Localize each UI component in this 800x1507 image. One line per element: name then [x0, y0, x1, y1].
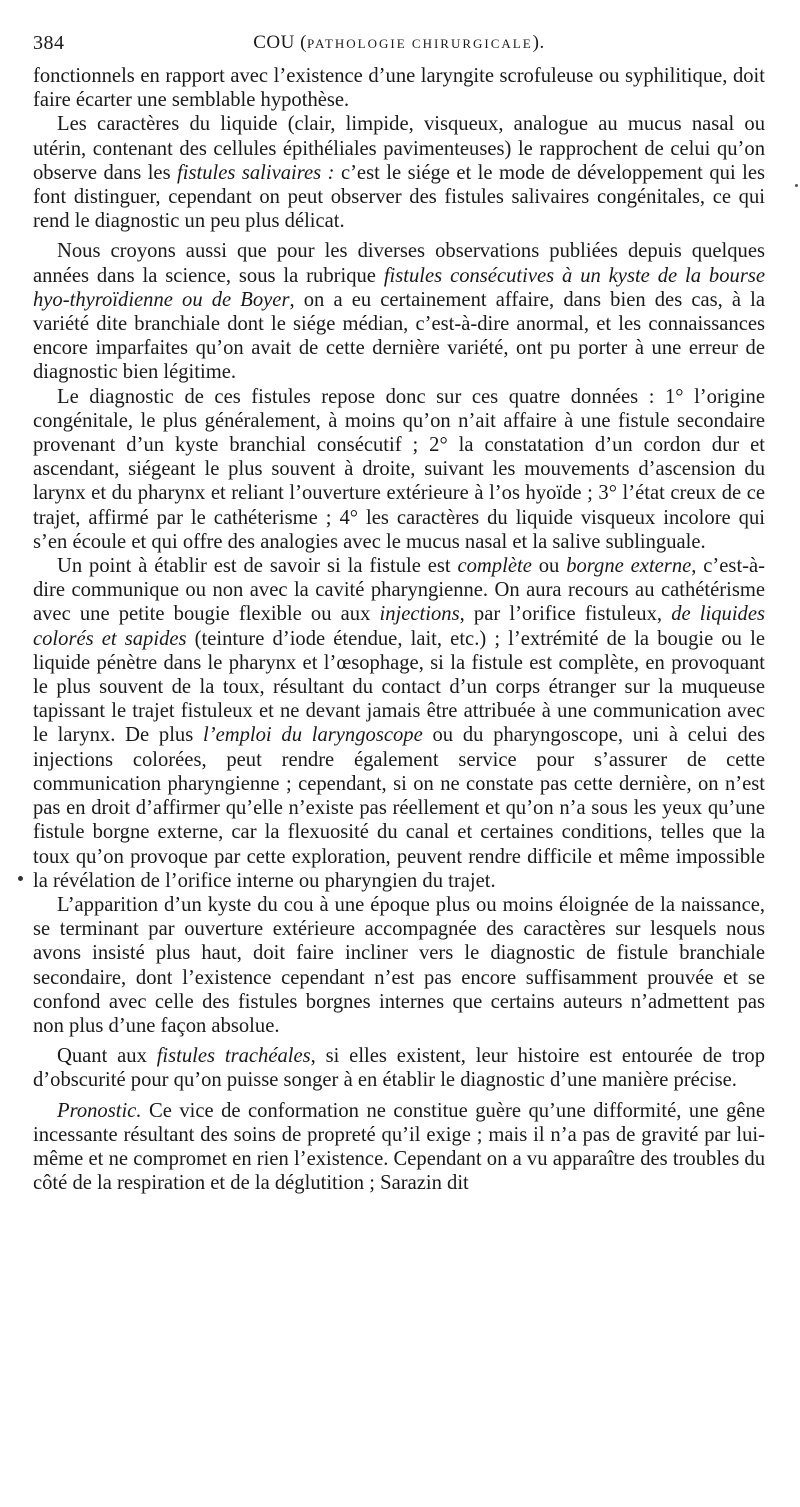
italic-run: l’emploi du laryngoscope [203, 724, 423, 747]
italic-run: injections [379, 603, 460, 626]
italic-run: borgne externe [566, 555, 692, 578]
paragraph-complete-or-blind [33, 554, 765, 893]
text-run: Nous croyons aussi que pour les diverses observations publiées depuis quelques années dans la science, sous la rubrique [33, 240, 765, 287]
text-run: , c’est-à-dire communique ou non avec la cavité pharyngienne. On aura recours au cathétérisme avec une petite bougie flexible ou aux [33, 555, 766, 626]
text-run: ou du pharyngoscope, uni à celui des injections colorées, peut rendre également service pour s’assurer de cette communication pharyngienne ; cependant, si on ne constate pas cette dernière, on n’est pas en droit d’affirmer qu’elle n’existe pas réellement et qu’on n’a sous les yeux qu’une fistule borgne externe, car la flexuosité du canal et certaines conditions, telles que la toux qu’on provoque par cette exploration, peuvent rendre difficile et même impossible la révélation de l’orifice interne ou pharyngien du trajet. [33, 724, 765, 892]
text-run: (teinture d’iode étendue, lait, etc.) ; l’extrémité de la bougie ou le liquide pénètre dans le pharynx et l’œsophage, si la fistule est complète, en provoquant le plus souvent de la toux, résultant du contact d’un corps étranger sur la muqueuse tapissant le trajet fistuleux et ne devant jamais être attribuée à une communication avec le larynx. De plus [33, 627, 765, 747]
margin-mark-right [795, 184, 798, 187]
running-head-main: COU [253, 32, 295, 53]
document-page [33, 30, 765, 1195]
body-text [33, 64, 765, 1195]
text-run: Le diagnostic de ces fistules repose donc sur ces quatre données : 1° l’origine congénitale, le plus généralement, à moins qu’on n’ait affaire à une fistule secondaire provenant d’un kyste branchial consécutif ; 2° la constatation d’un cordon dur et ascendant, siégeant le plus souvent à droite, suivant les mouvements d’ascension du larynx et du pharynx et reliant l’ouverture extérieure à l’os hyoïde ; 3° l’état creux de ce trajet, affirmé par le cathéterisme ; 4° les caractères du liquide visqueux incolore qui s’en écoule et qui offre des analogies avec le mucus nasal et la salive sublinguale. [33, 385, 765, 553]
text-run: , on a eu certainement affaire, dans bien des cas, à la variété dite branchiale dont le siége médian, c’est-à-dire anormal, et les connaissances encore imparfaites qu’on avait de cette dernière variété, ont pu porter à une erreur de diagnostic bien légitime. [33, 288, 765, 384]
page-header [33, 30, 765, 60]
text-run: c’est le siége et le mode de développement qui les font distinguer, cependant on peut observer des fistules salivaires congénitales, ce qui rend le diagnostic un peu plus délicat. [33, 161, 765, 233]
text-run: ou [531, 555, 567, 578]
text-run: , si elles existent, leur histoire est entourée de trop d’obscurité pour qu’on puisse songer à en établir le diagnostic d’une manière précise. [33, 1045, 765, 1092]
text-run: Ce vice de conformation ne constitue guère qu’une difformité, une gêne incessante résultant des soins de propreté qu’il exige ; mais il n’a pas de gravité par lui-même et ne compromet en rien l’existence. Cependant on a vu apparaître des troubles du côté de la respiration et de la déglutition ; Sarazin dit [33, 1099, 765, 1195]
italic-run: Pronostic. [57, 1099, 142, 1122]
paragraph-continuation [33, 64, 765, 112]
italic-run: de liquides colorés et sapides [33, 603, 766, 650]
text-run: Quant aux [57, 1045, 157, 1068]
paragraph-salivary-fistulas [33, 112, 765, 233]
italic-run: fistules trachéales [156, 1045, 311, 1068]
text-run: Les caractères du liquide (clair, limpide, visqueux, analogue au mucus nasal ou utérin, contenant des cellules épithéliales pavimenteuses) le rapprochent de celui qu’on observe dans les [33, 113, 765, 184]
text-run: Un point à établir est de savoir si la fistule est [57, 555, 458, 578]
margin-mark [18, 876, 23, 881]
running-head-open: ( [294, 32, 307, 53]
text-run: fonctionnels en rapport avec l’existence d’une laryngite scrofuleuse ou syphilitique, doit faire écarter une semblable hypothèse. [33, 65, 765, 112]
italic-run: fistules consécutives à un kyste de la bourse hyo-thyroïdienne ou de Boyer [33, 264, 765, 311]
page-number: 384 [33, 32, 65, 54]
text-run: L’apparition d’un kyste du cou à une époque plus ou moins éloignée de la naissance, se terminant par ouverture extérieure accompagnée des caractères sur lesquels nous avons insisté plus haut, doit faire incliner vers le diagnostic de fistule branchiale secondaire, dont l’existence cependant n’est pas encore suffisamment prouvée et se confond avec celle des fistules borgnes internes que certains auteurs n’admettent pas non plus d’une façon absolue. [33, 893, 765, 1037]
running-head-close: ). [532, 32, 545, 53]
paragraph-prognosis [33, 1099, 765, 1196]
italic-run: complète [457, 555, 532, 578]
paragraph-diagnosis-criteria [33, 385, 765, 554]
italic-run: fistules salivaires : [177, 161, 335, 184]
paragraph-secondary-fistula [33, 893, 765, 1038]
paragraph-tracheal-fistulas [33, 1044, 765, 1092]
text-run: , par l’orifice fistuleux, [459, 603, 672, 626]
running-head [33, 32, 765, 54]
running-head-sub: PATHOLOGIE CHIRURGICALE [306, 36, 533, 51]
paragraph-hyo-thyroid-cyst [33, 239, 765, 384]
